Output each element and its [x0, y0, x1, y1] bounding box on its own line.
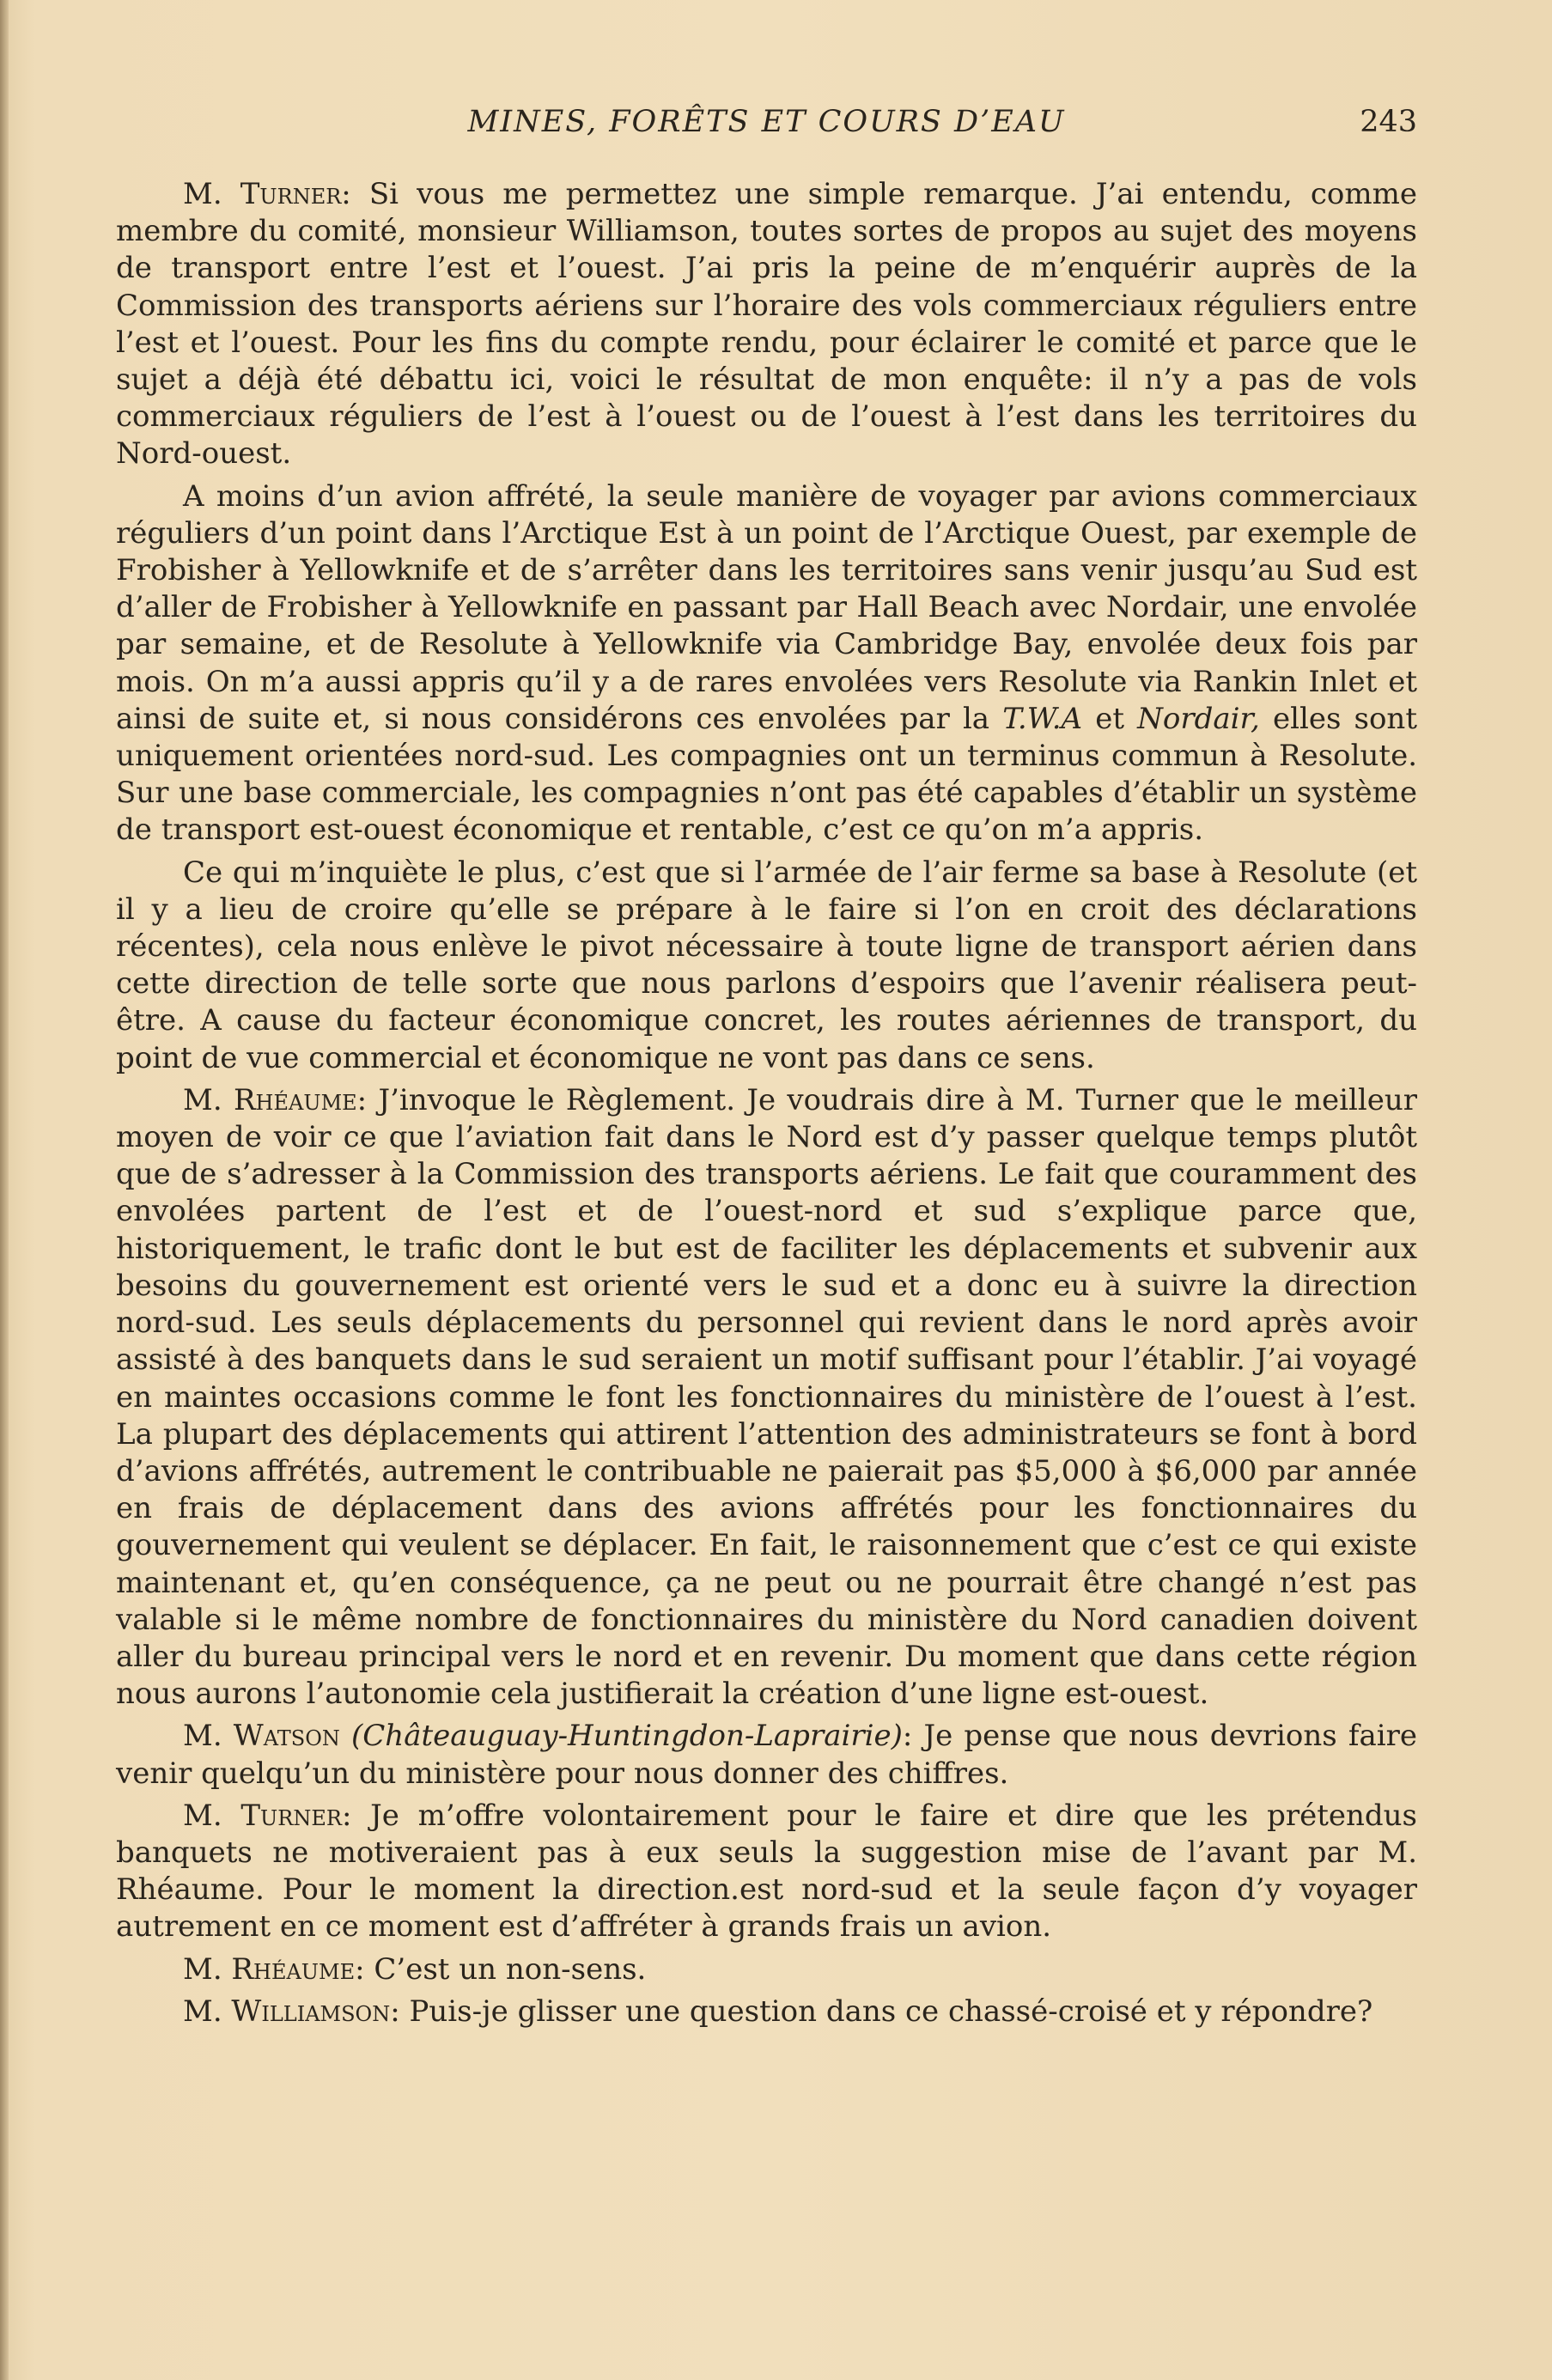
speaker-name: M. Rhéaume: — [183, 1082, 368, 1117]
speaker-name: M. Watson — [183, 1719, 340, 1754]
speaker-name: M. Turner: — [183, 177, 351, 211]
speaker-name: M. Rhéaume: — [183, 1951, 365, 1987]
paragraph-text: C’est un non-sens. — [364, 1951, 647, 1987]
running-header — [116, 96, 1417, 148]
paragraph-turner-2 — [116, 478, 1417, 849]
paragraph-text: elles sont uniquement orientées nord-sud. Les compagnies ont un terminus commun à Resolute. Sur une base commerciale, les compagnies n’ont pas été capables d’établir un système de transport est-ouest économique et rentable, c’est ce qu’on m’a appris. — [116, 701, 1417, 848]
paragraph-text: et — [1082, 701, 1138, 736]
paragraph-text: Ce qui m’inquiète le plus, c’est que si l’armée de l’air ferme sa base à Resolute (et il y a lieu de croire qu’elle se prépare à le faire si l’on en croit des déclarations récentes), cela nous enlève le pivot nécessaire à toute ligne de transport aérien dans cette direction de telle sorte que nous parlons d’espoirs que l’avenir réalisera peut-être. A cause du facteur économique concret, les routes aériennes de transport, du point de vue commercial et économique ne vont pas dans ce sens. — [116, 855, 1417, 1075]
paragraph-williamson — [116, 1993, 1417, 2030]
running-title: MINES, FORÊTS ET COURS D’EAU — [467, 105, 1066, 139]
italic-airline-nordair: Nordair, — [1137, 701, 1260, 736]
page-spine-edge — [0, 0, 9, 2380]
italic-airline-twa: T.W.A — [1002, 701, 1083, 736]
speaker-name: M. Turner: — [183, 1798, 352, 1833]
paragraph-text: : Je pense que nous devrions faire venir quelqu’un du ministère pour nous donner des chiffres. — [116, 1719, 1417, 1791]
paragraph-turner-1 — [116, 176, 1417, 473]
paragraph-turner-3 — [116, 855, 1417, 1077]
paragraph-turner-4 — [116, 1798, 1417, 1946]
paragraph-watson — [116, 1718, 1417, 1792]
paragraph-text: A moins d’un avion affrété, la seule manière de voyager par avions commerciaux réguliers d’un point dans l’Arctique Est à un point de l’Arctique Ouest, par exemple de Frobisher à Yellowknife et de s’arrêter dans les territoires sans venir jusqu’au Sud est d’aller de Frobisher à Yellowknife en passant par Hall Beach avec Nordair, une envolée par semaine, et de Resolute à Yellowknife via Cambridge Bay, envolée deux fois par mois. On m’a aussi appris qu’il y a de rares envolées vers Resolute via Rankin Inlet et ainsi de suite et, si nous considérons ces envolées par la — [116, 478, 1417, 736]
paragraph-rheaume-1 — [116, 1082, 1417, 1713]
speaker-name: M. Williamson: — [183, 1993, 400, 2029]
paragraph-text: Si vous me permettez une simple remarque. J’ai entendu, comme membre du comité, monsieur Williamson, toutes sortes de propos au sujet des moyens de transport entre l’est et l’ouest. J’ai pris la peine de m’enquérir auprès de la Commission des transports aériens sur l’horaire des vols commerciaux réguliers entre l’est et l’ouest. Pour les fins du compte rendu, pour éclairer le comité et parce que le sujet a déjà été débattu ici, voici le résultat de mon enquête: il n’y a pas de vols commerciaux réguliers de l’est à l’ouest ou de l’ouest à l’est dans les territoires du Nord-ouest. — [116, 177, 1417, 472]
paragraph-text: J’invoque le Règlement. Je voudrais dire à M. Turner que le meilleur moyen de voir ce que l’aviation fait dans le Nord est d’y passer quelque temps plutôt que de s’adresser à la Commission des transports aériens. Le fait que couramment des envolées partent de l’est et de l’ouest-nord et sud s’explique parce que, historiquement, le trafic dont le but est de faciliter les déplacements et subvenir aux besoins du gouvernement est orienté vers le sud et a donc eu à suivre la direction nord-sud. Les seuls déplacements du personnel qui revient dans le nord après avoir assisté à des banquets dans le sud seraient un motif suffisant pour l’établir. J’ai voyagé en maintes occasions comme le font les fonctionnaires du ministère de l’ouest à l’est. La plupart des déplacements qui attirent l’attention des administrateurs se font à bord d’avions affrétés, autrement le contribuable ne paierait pas $5,000 à $6,000 par année en frais de déplacement dans des avions affrétés pour les fonctionnaires du gouvernement qui veulent se déplacer. En fait, le raisonnement que c’est ce qui existe maintenant et, qu’en conséquence, ça ne peut ou ne pourrait être changé n’est pas valable si le même nombre de fonctionnaires du ministère du Nord canadien doivent aller du bureau principal vers le nord et en revenir. Du moment que dans cette région nous aurons l’autonomie cela justifierait la création d’une ligne est-ouest. — [116, 1082, 1417, 1712]
paragraph-text: Je m’offre volontairement pour le faire et dire que les prétendus banquets ne motiveraient pas à eux seuls la suggestion mise de l’avant par M. Rhéaume. Pour le moment la direction.est nord-sud et la seule façon d’y voyager autrement en ce moment est d’affréter à grands frais un avion. — [116, 1798, 1418, 1945]
paragraph-text: Puis-je glisser une question dans ce chassé-croisé et y répondre? — [399, 1993, 1373, 2029]
page-number: 243 — [1360, 105, 1417, 139]
paragraph-rheaume-2 — [116, 1951, 1417, 1988]
body-text — [116, 176, 1417, 2036]
speaker-riding: (Châteauguay-Huntingdon-Laprairie) — [351, 1719, 903, 1754]
